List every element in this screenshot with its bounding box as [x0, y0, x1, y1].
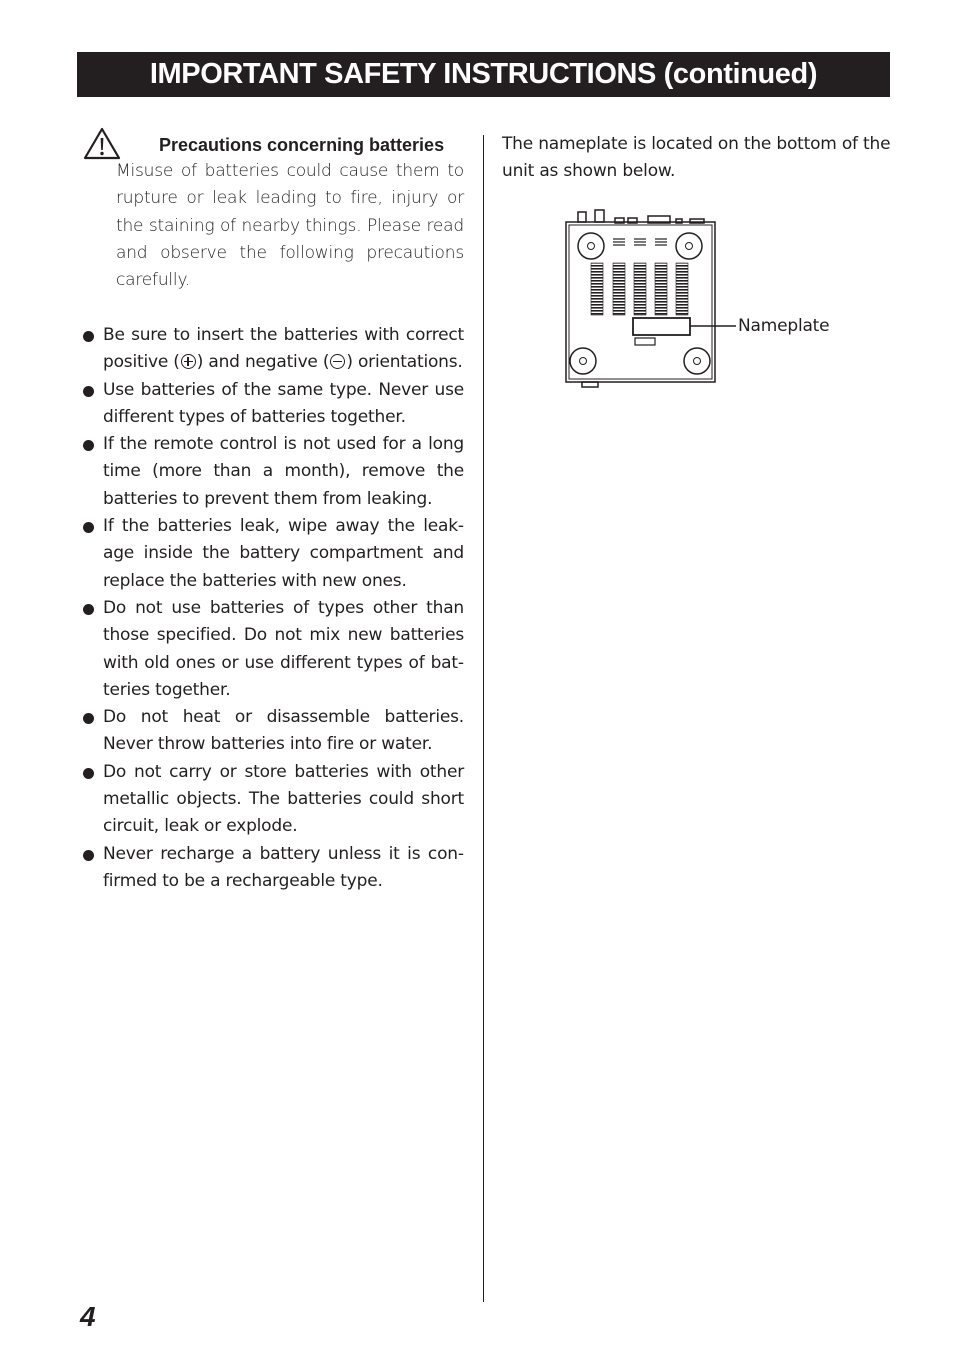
section-heading: Precautions concerning batteries [159, 135, 445, 155]
intro-paragraph: Misuse of batteries could cause them to rupture or leak leading to fire, injury or the staining of nearby things. Please read and observe the following precautions carefully. [116, 161, 464, 291]
list-item [80, 759, 464, 841]
bullet-text: Do not carry or store batteries with other metallic objects. The batteries could short circuit, leak or explode. [103, 761, 464, 837]
bullet-icon [83, 768, 94, 779]
list-item [80, 841, 464, 896]
bullet-icon [83, 440, 94, 451]
bullet-icon [83, 850, 94, 861]
warning-triangle-icon [83, 127, 121, 160]
bullet-text: Never recharge a battery unless it is confirmed to be a rechargeable type. [103, 843, 464, 891]
list-item [80, 595, 464, 704]
list-item [80, 322, 464, 377]
minus-circle-icon [330, 354, 345, 369]
precautions-list [80, 322, 464, 895]
bullet-text: Do not heat or disassemble batteries. Never throw batteries into fire or water. [103, 707, 464, 755]
header-banner [77, 52, 890, 97]
bullet-text: If the remote control is not used for a long time (more than a month), remove the batteries to prevent them from leaking. [103, 434, 464, 509]
column-divider [483, 135, 484, 1302]
bullet-text: Do not use batteries of types other than those specified. Do not mix new batteries with old ones or use different types of batteries together. [103, 597, 464, 700]
bullet-icon [83, 522, 94, 533]
bullet-text: If the batteries leak, wipe away the leakage inside the battery compartment and replace the batteries with new ones. [103, 516, 464, 591]
bullet-text-pre: Be sure to insert the batteries with correct positive ( [103, 325, 464, 373]
bullet-icon [83, 386, 94, 397]
bullet-text-post: ) orientations. [346, 352, 463, 373]
nameplate-paragraph: The nameplate is located on the bottom of the unit as shown below. [502, 134, 891, 182]
list-item [80, 377, 464, 432]
page-title: IMPORTANT SAFETY INSTRUCTIONS (continued) [149, 58, 818, 90]
list-item [80, 431, 464, 513]
unit-bottom-diagram [560, 205, 840, 390]
page-number: 4 [80, 1301, 96, 1332]
bullet-icon [83, 331, 94, 342]
bullet-icon [83, 713, 94, 724]
nameplate-label: Nameplate [738, 316, 830, 336]
list-item [80, 704, 464, 759]
bullet-text-mid: ) and negative ( [196, 352, 330, 373]
list-item [80, 513, 464, 595]
plus-circle-icon [181, 354, 196, 369]
bullet-text: Use batteries of the same type. Never use different types of batteries together. [103, 379, 464, 427]
bullet-icon [83, 604, 94, 615]
